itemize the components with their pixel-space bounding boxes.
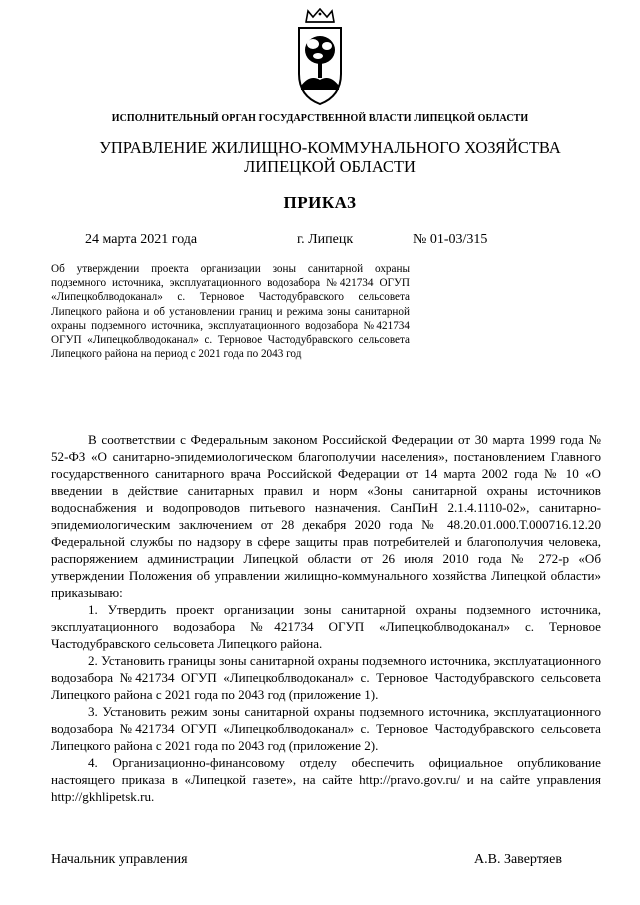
order-item-4: 4. Организационно-финансовому отделу обеспечить официальное опубликование настоящего приказа в «Липецкой газете», на сайте http://pravo.gov.ru/ и на сайте управления http://gkhlipetsk.ru. [51, 755, 601, 804]
order-body [51, 431, 601, 805]
department-name-line-2: ЛИПЕЦКОЙ ОБЛАСТИ [244, 157, 416, 176]
order-preamble: В соответствии с Федеральным законом Российской Федерации от 30 марта 1999 года № 52-ФЗ «О санитарно-эпидемиологическом благополучии населения», постановлением Главного государственного санитарного врача Российской Федерации от 14 марта 2002 года № 10 «О введении в действие санитарных правил и норм «Зоны санитарной охраны источников водоснабжения и водопроводов питьевого назначения. СанПиН 2.1.4.1110-02», санитарно-эпидемиологическим заключением от 28 декабря 2020 года № 48.20.01.000.Т.000716.12.20 Федеральной службы по надзору в сфере защиты прав потребителей и благополучия человека, распоряжением администрации Липецкой области от 26 июля 2010 года № 272-р «Об утверждении Положения об управлении жилищно-коммунального хозяйства Липецкой области» приказываю: [51, 432, 601, 600]
lipetsk-coat-of-arms-icon [294, 8, 346, 108]
issuing-authority-line: ИСПОЛНИТЕЛЬНЫЙ ОРГАН ГОСУДАРСТВЕННОЙ ВЛАСТИ ЛИПЕЦКОЙ ОБЛАСТИ [111, 113, 529, 124]
order-item-2: 2. Установить границы зоны санитарной охраны подземного источника, эксплуатационного водозабора №421734 ОГУП «Липецкоблводоканал» с. Терновое Частодубравского сельсовета Липецкого района с 2021 года по 2043 год (приложение 1). [51, 653, 601, 702]
order-date: 24 марта 2021 года [85, 232, 198, 247]
department-name [60, 138, 600, 176]
order-number: № 01-03/315 [413, 232, 488, 247]
document-type-title: ПРИКАЗ [283, 193, 357, 212]
order-subject: Об утверждении проекта организации зоны санитарной охраны подземного источника, эксплуатационного водозабора №421734 ОГУП «Липецкоблводоканал» с. Терновое Частодубравского сельсовета Липецкого района и об установлении границ и режима зоны санитарной охраны подземного источника, эксплуатационного водозабора №421734 ОГУП «Липецкоблводоканал» с. Терновое Частодубравского сельсовета Липецкого района на период с 2021 года по 2043 год [51, 263, 410, 361]
order-item-3: 3. Установить режим зоны санитарной охраны подземного источника, эксплуатационного водозабора №421734 ОГУП «Липецкоблводоканал» с. Терновое Частодубравского сельсовета Липецкого района с 2021 года по 2043 год (приложение 2). [51, 704, 601, 753]
department-name-line-1: УПРАВЛЕНИЕ ЖИЛИЩНО-КОММУНАЛЬНОГО ХОЗЯЙСТВА [99, 138, 561, 157]
order-item-1: 1. Утвердить проект организации зоны санитарной охраны подземного источника, эксплуатационного водозабора №421734 ОГУП «Липецкоблводоканал» с. Терновое Частодубравского сельсовета Липецкого района. [51, 602, 601, 651]
order-city: г. Липецк [297, 232, 354, 247]
signatory-position: Начальник управления [51, 852, 188, 867]
signatory-name: А.В. Завертяев [474, 852, 562, 867]
